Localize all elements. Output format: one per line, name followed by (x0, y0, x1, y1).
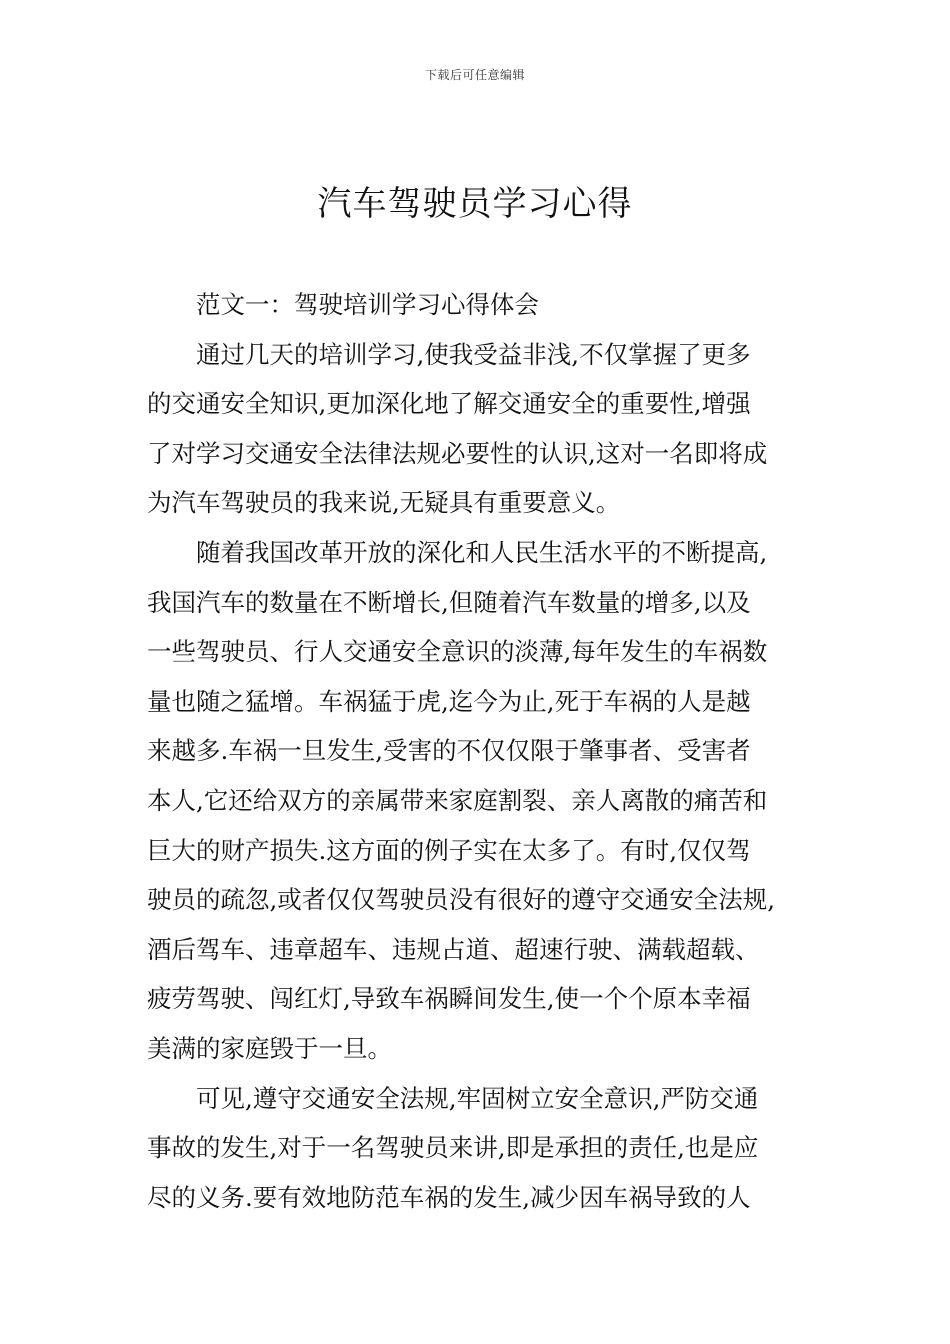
text-line: 疲劳驾驶、闯红灯,导致车祸瞬间发生,使一个个原本幸福 (147, 984, 751, 1014)
document-body (147, 280, 807, 1222)
text-line: 量也随之猛增。车祸猛于虎,迄今为止,死于车祸的人是越 (147, 686, 751, 716)
text-line: 了对学习交通安全法律法规必要性的认识,这对一名即将成 (147, 438, 768, 468)
text-line: 巨大的财产损失.这方面的例子实在太多了。有时,仅仅驾 (147, 835, 751, 865)
text-line: 一些驾驶员、行人交通安全意识的淡薄,每年发生的车祸数 (147, 637, 768, 667)
text-line: 通过几天的培训学习,使我受益非浅,不仅掌握了更多 (196, 339, 751, 369)
text-line: 为汽车驾驶员的我来说,无疑具有重要意义。 (147, 488, 621, 518)
document-title: 汽车驾驶员学习心得 (317, 184, 633, 224)
text-line: 酒后驾车、违章超车、违规占道、超速行驶、满载超载、 (147, 934, 760, 964)
text-line: 随着我国改革开放的深化和人民生活水平的不断提高, (196, 537, 768, 567)
text-line: 来越多.车祸一旦发生,受害的不仅仅限于肇事者、受害者 (147, 736, 751, 766)
text-line: 驶员的疏忽,或者仅仅驾驶员没有很好的遵守交通安全法规, (147, 885, 776, 915)
text-line: 可见,遵守交通安全法规,牢固树立安全意识,严防交通 (196, 1083, 759, 1113)
text-line: 范文一：驾驶培训学习心得体会 (196, 290, 539, 319)
text-line: 我国汽车的数量在不断增长,但随着汽车数量的增多,以及 (147, 587, 751, 617)
text-line: 本人,它还给双方的亲属带来家庭割裂、亲人离散的痛苦和 (147, 785, 768, 815)
text-line: 美满的家庭毁于一旦。 (147, 1033, 392, 1063)
text-line: 事故的发生,对于一名驾驶员来讲,即是承担的责任,也是应 (147, 1133, 759, 1163)
text-line: 的交通安全知识,更加深化地了解交通安全的重要性,增强 (147, 389, 751, 419)
header-note: 下载后可任意编辑 (424, 68, 525, 82)
text-line: 尽的义务.要有效地防范车祸的发生,减少因车祸导致的人 (147, 1182, 751, 1212)
